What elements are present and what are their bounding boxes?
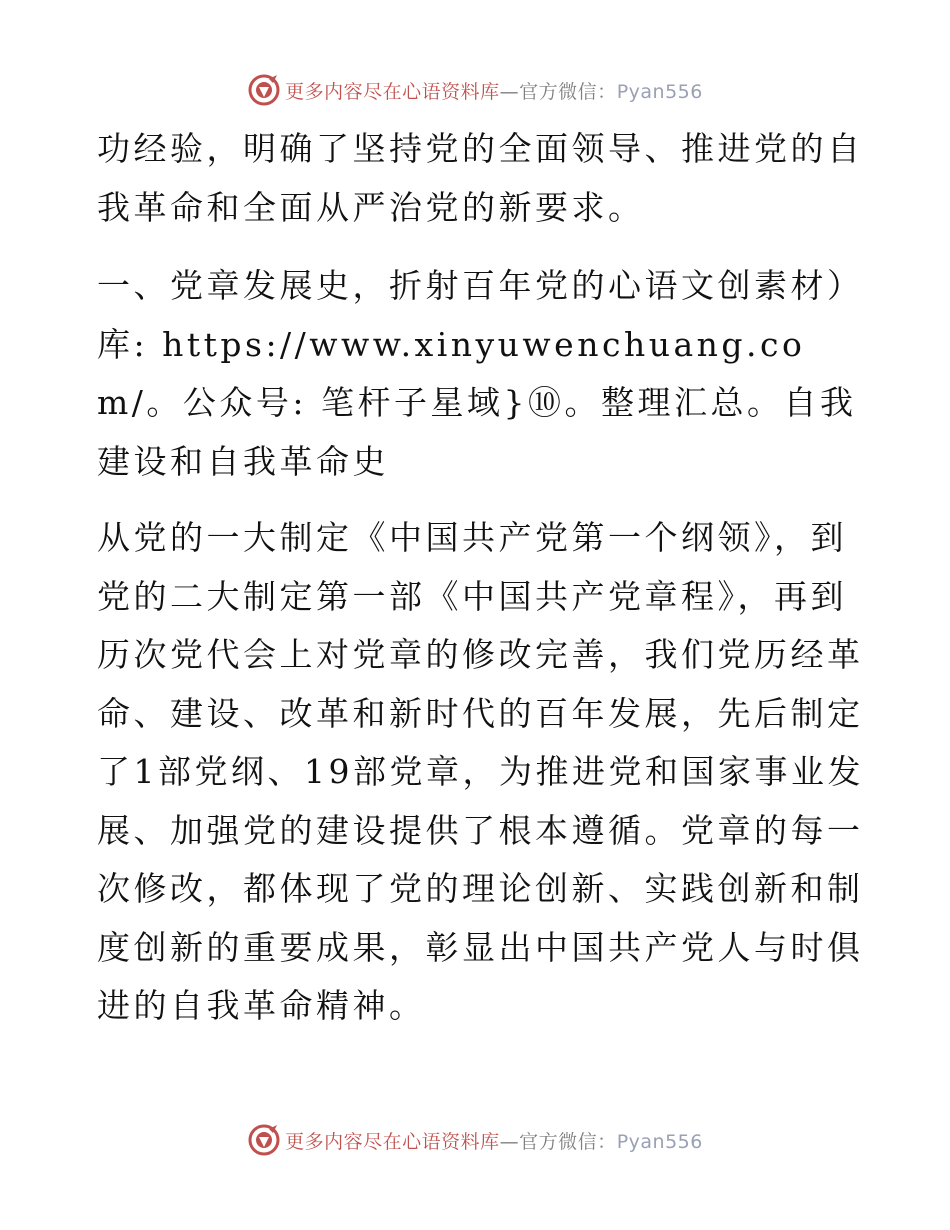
paragraph-2: 一、党章发展史，折射百年党的心语文创素材）库: https://www.xinyuwenchuang.com/。公众号: 笔杆子星域}⑩。整理汇总。自我建设和自我革命史: [97, 266, 864, 481]
watermark-wechat-id: Pyan556: [616, 1130, 703, 1153]
watermark-dash: —: [499, 80, 520, 103]
watermark-brand: 更多内容尽在心语资料库: [285, 1130, 500, 1153]
document-body: [97, 120, 867, 1054]
watermark-contact-label: 官方微信：: [519, 1130, 617, 1153]
header-watermark: [0, 70, 950, 110]
watermark-wechat-id: Pyan556: [616, 80, 703, 103]
pen-seal-icon: [247, 1123, 281, 1157]
watermark-dash: —: [499, 1130, 520, 1153]
watermark-contact-label: 官方微信：: [519, 80, 617, 103]
paragraph-3: 从党的一大制定《中国共产党第一个纲领》，到党的二大制定第一部《中国共产党章程》，再到历次党代会上对党章的修改完善，我们党历经革命、建设、改革和新时代的百年发展，先后制定了1部党纲、19部党章，为推进党和国家事业发展、加强党的建设提供了根本遵循。党章的每一次修改，都体现了党的理论创新、实践创新和制度创新的重要成果，彰显出中国共产党人与时俱进的自我革命精神。: [97, 518, 864, 1025]
footer-watermark: [0, 1120, 950, 1160]
paragraph-1: 功经验，明确了坚持党的全面领导、推进党的自我革命和全面从严治党的新要求。: [97, 129, 864, 227]
watermark-brand: 更多内容尽在心语资料库: [285, 80, 500, 103]
pen-seal-icon: [247, 73, 281, 107]
